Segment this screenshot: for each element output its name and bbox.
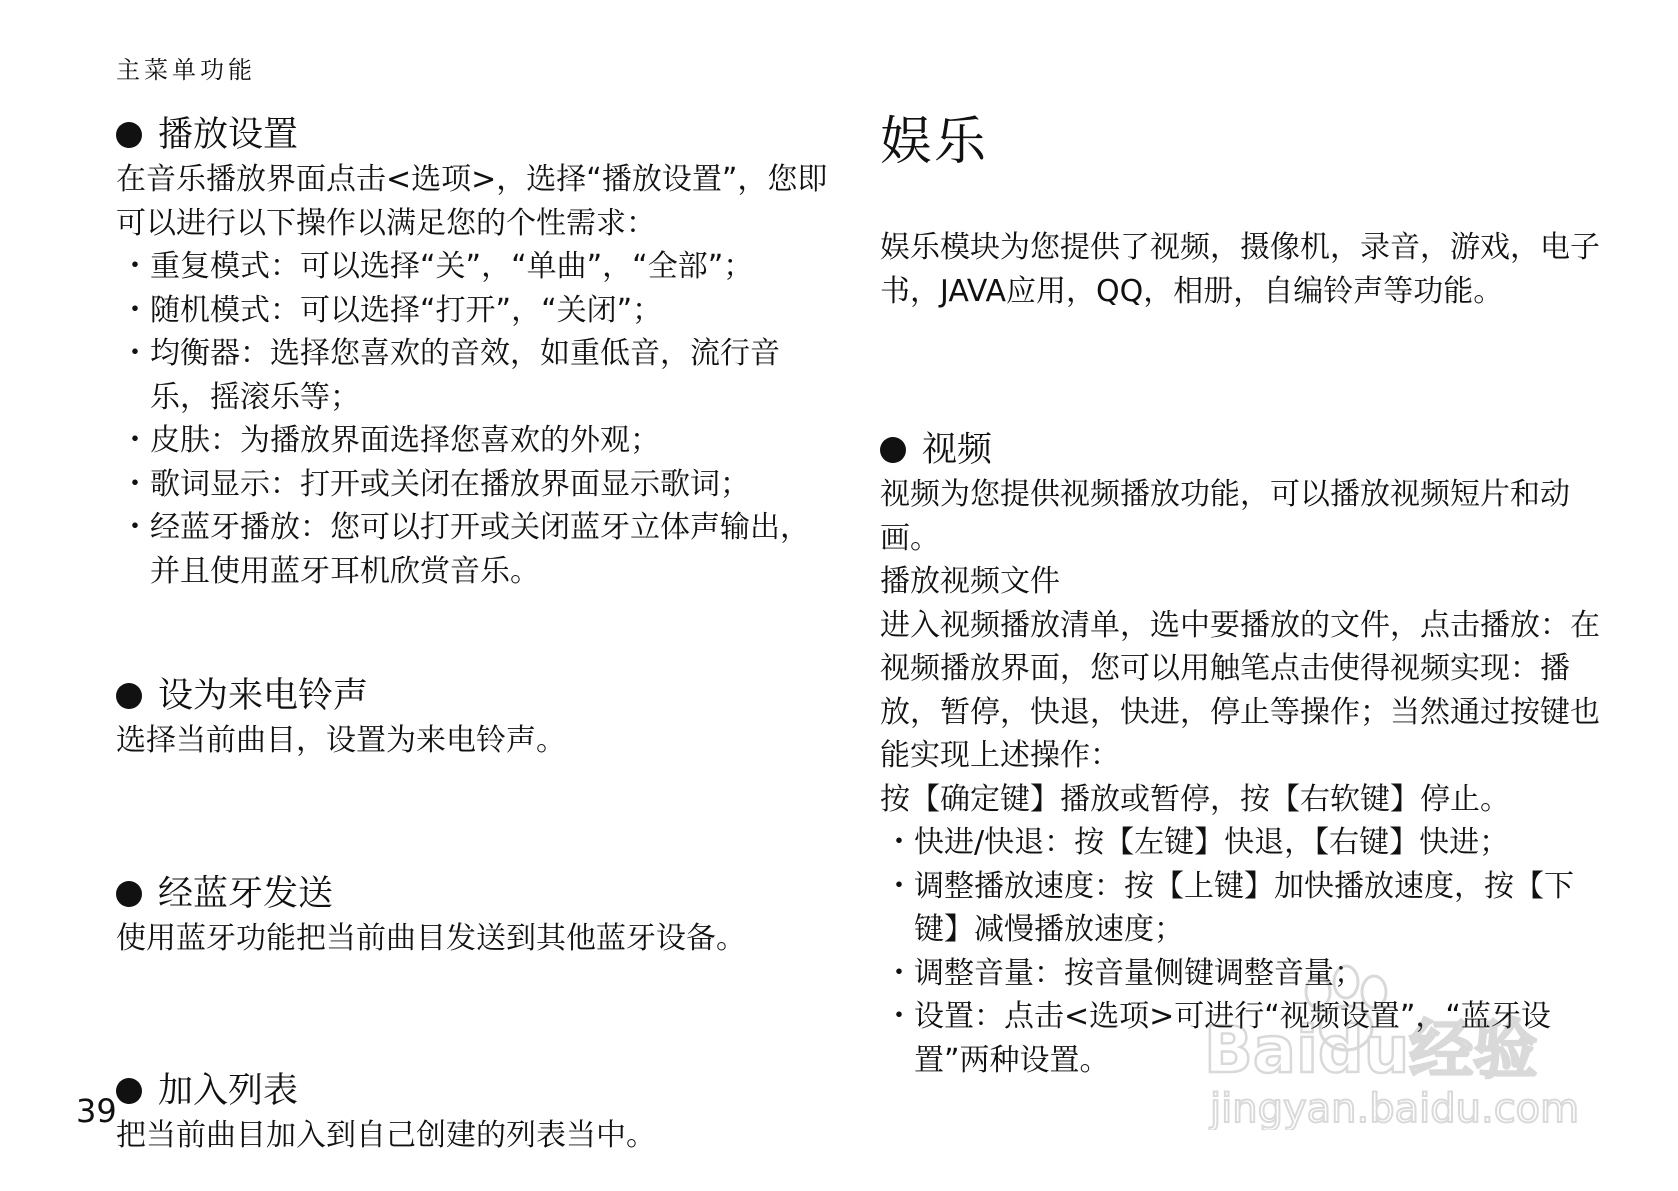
list-item: ・ 随机模式：可以选择“打开”，“关闭”；: [116, 289, 836, 333]
watermark-main-text: Baidu经验: [1204, 1014, 1538, 1088]
playback-settings-intro: 在音乐播放界面点击<选项>，选择“播放设置”，您即可以进行以下操作以满足您的个性需求：: [116, 162, 828, 241]
list-item: ・ 快进/快退：按【左键】快退，【右键】快进；: [880, 821, 1600, 865]
left-column: [116, 112, 836, 1158]
list-mark: ・: [120, 336, 150, 371]
entertainment-intro: 娱乐模块为您提供了视频，摄像机，录音，游戏，电子书，JAVA应用，QQ，相册，自编铃声等功能。: [880, 230, 1600, 309]
section-heading-bluetooth-send: [116, 871, 836, 917]
list-item: ・ 重复模式：可以选择“关”，“单曲”，“全部”；: [116, 245, 836, 289]
list-item: ・ 设置：点击<选项>可进行“视频设置”，“蓝牙设置”两种设置。: [880, 995, 1600, 1082]
bluetooth-send-body: 使用蓝牙功能把当前曲目发送到其他蓝牙设备。: [116, 920, 746, 956]
page-title: 娱乐: [880, 112, 989, 172]
bullet-icon: [880, 437, 906, 463]
heading-text: 经蓝牙发送: [158, 873, 334, 914]
section-header: 主菜单功能: [116, 56, 256, 84]
add-to-list-body: 把当前曲目加入到自己创建的列表当中。: [116, 1118, 656, 1153]
playback-settings-list: [116, 245, 836, 593]
list-mark: ・: [120, 292, 150, 328]
list-mark: ・: [884, 999, 914, 1034]
section-heading-video: [880, 427, 1600, 473]
list-mark: ・: [120, 466, 150, 502]
list-mark: ・: [120, 510, 150, 545]
list-mark: ・: [884, 868, 914, 904]
bullet-icon: [116, 881, 142, 907]
heading-text: 视频: [922, 430, 993, 470]
heading-text: 设为来电铃声: [158, 676, 369, 716]
video-keys-line: 按【确定键】播放或暂停，按【右软键】停止。: [880, 781, 1510, 817]
bullet-icon: [116, 122, 142, 148]
list-mark: ・: [884, 955, 914, 991]
right-column: [880, 108, 1600, 1082]
bullet-icon: [116, 1078, 142, 1104]
list-item: ・ 均衡器：选择您喜欢的音效，如重低音，流行音乐，摇滚乐等；: [116, 332, 836, 419]
page-number: 39: [76, 1092, 117, 1130]
ringtone-body: 选择当前曲目，设置为来电铃声。: [116, 723, 566, 758]
heading-text: 加入列表: [158, 1071, 299, 1111]
list-item: ・ 歌词显示：打开或关闭在播放界面显示歌词；: [116, 463, 836, 507]
list-mark: ・: [120, 249, 150, 284]
video-description: 视频为您提供视频播放功能，可以播放视频短片和动画。: [880, 477, 1570, 556]
video-controls-list: [880, 821, 1600, 1082]
list-item: ・ 调整音量：按音量侧键调整音量；: [880, 952, 1600, 996]
section-heading-playback-settings: [116, 112, 836, 158]
list-mark: ・: [884, 825, 914, 860]
video-subheading: 播放视频文件: [880, 564, 1060, 599]
heading-text: 播放设置: [158, 115, 299, 155]
list-item: ・ 经蓝牙播放：您可以打开或关闭蓝牙立体声输出，并且使用蓝牙耳机欣赏音乐。: [116, 506, 836, 593]
video-body: 进入视频播放清单，选中要播放的文件，点击播放：在视频播放界面，您可以用触笔点击使得视频实现：播放，暂停，快退，快进，停止等操作；当然通过按键也能实现上述操作：: [880, 607, 1600, 773]
list-item: ・ 调整播放速度：按【上键】加快播放速度，按【下键】减慢播放速度；: [880, 865, 1600, 952]
watermark-url-text: jingyan.baidu.com: [1210, 1086, 1580, 1130]
bullet-icon: [116, 683, 142, 709]
list-item: ・ 皮肤：为播放界面选择您喜欢的外观；: [116, 419, 836, 463]
list-mark: ・: [120, 423, 150, 458]
section-heading-add-to-list: [116, 1068, 836, 1114]
section-heading-ringtone: [116, 673, 836, 719]
